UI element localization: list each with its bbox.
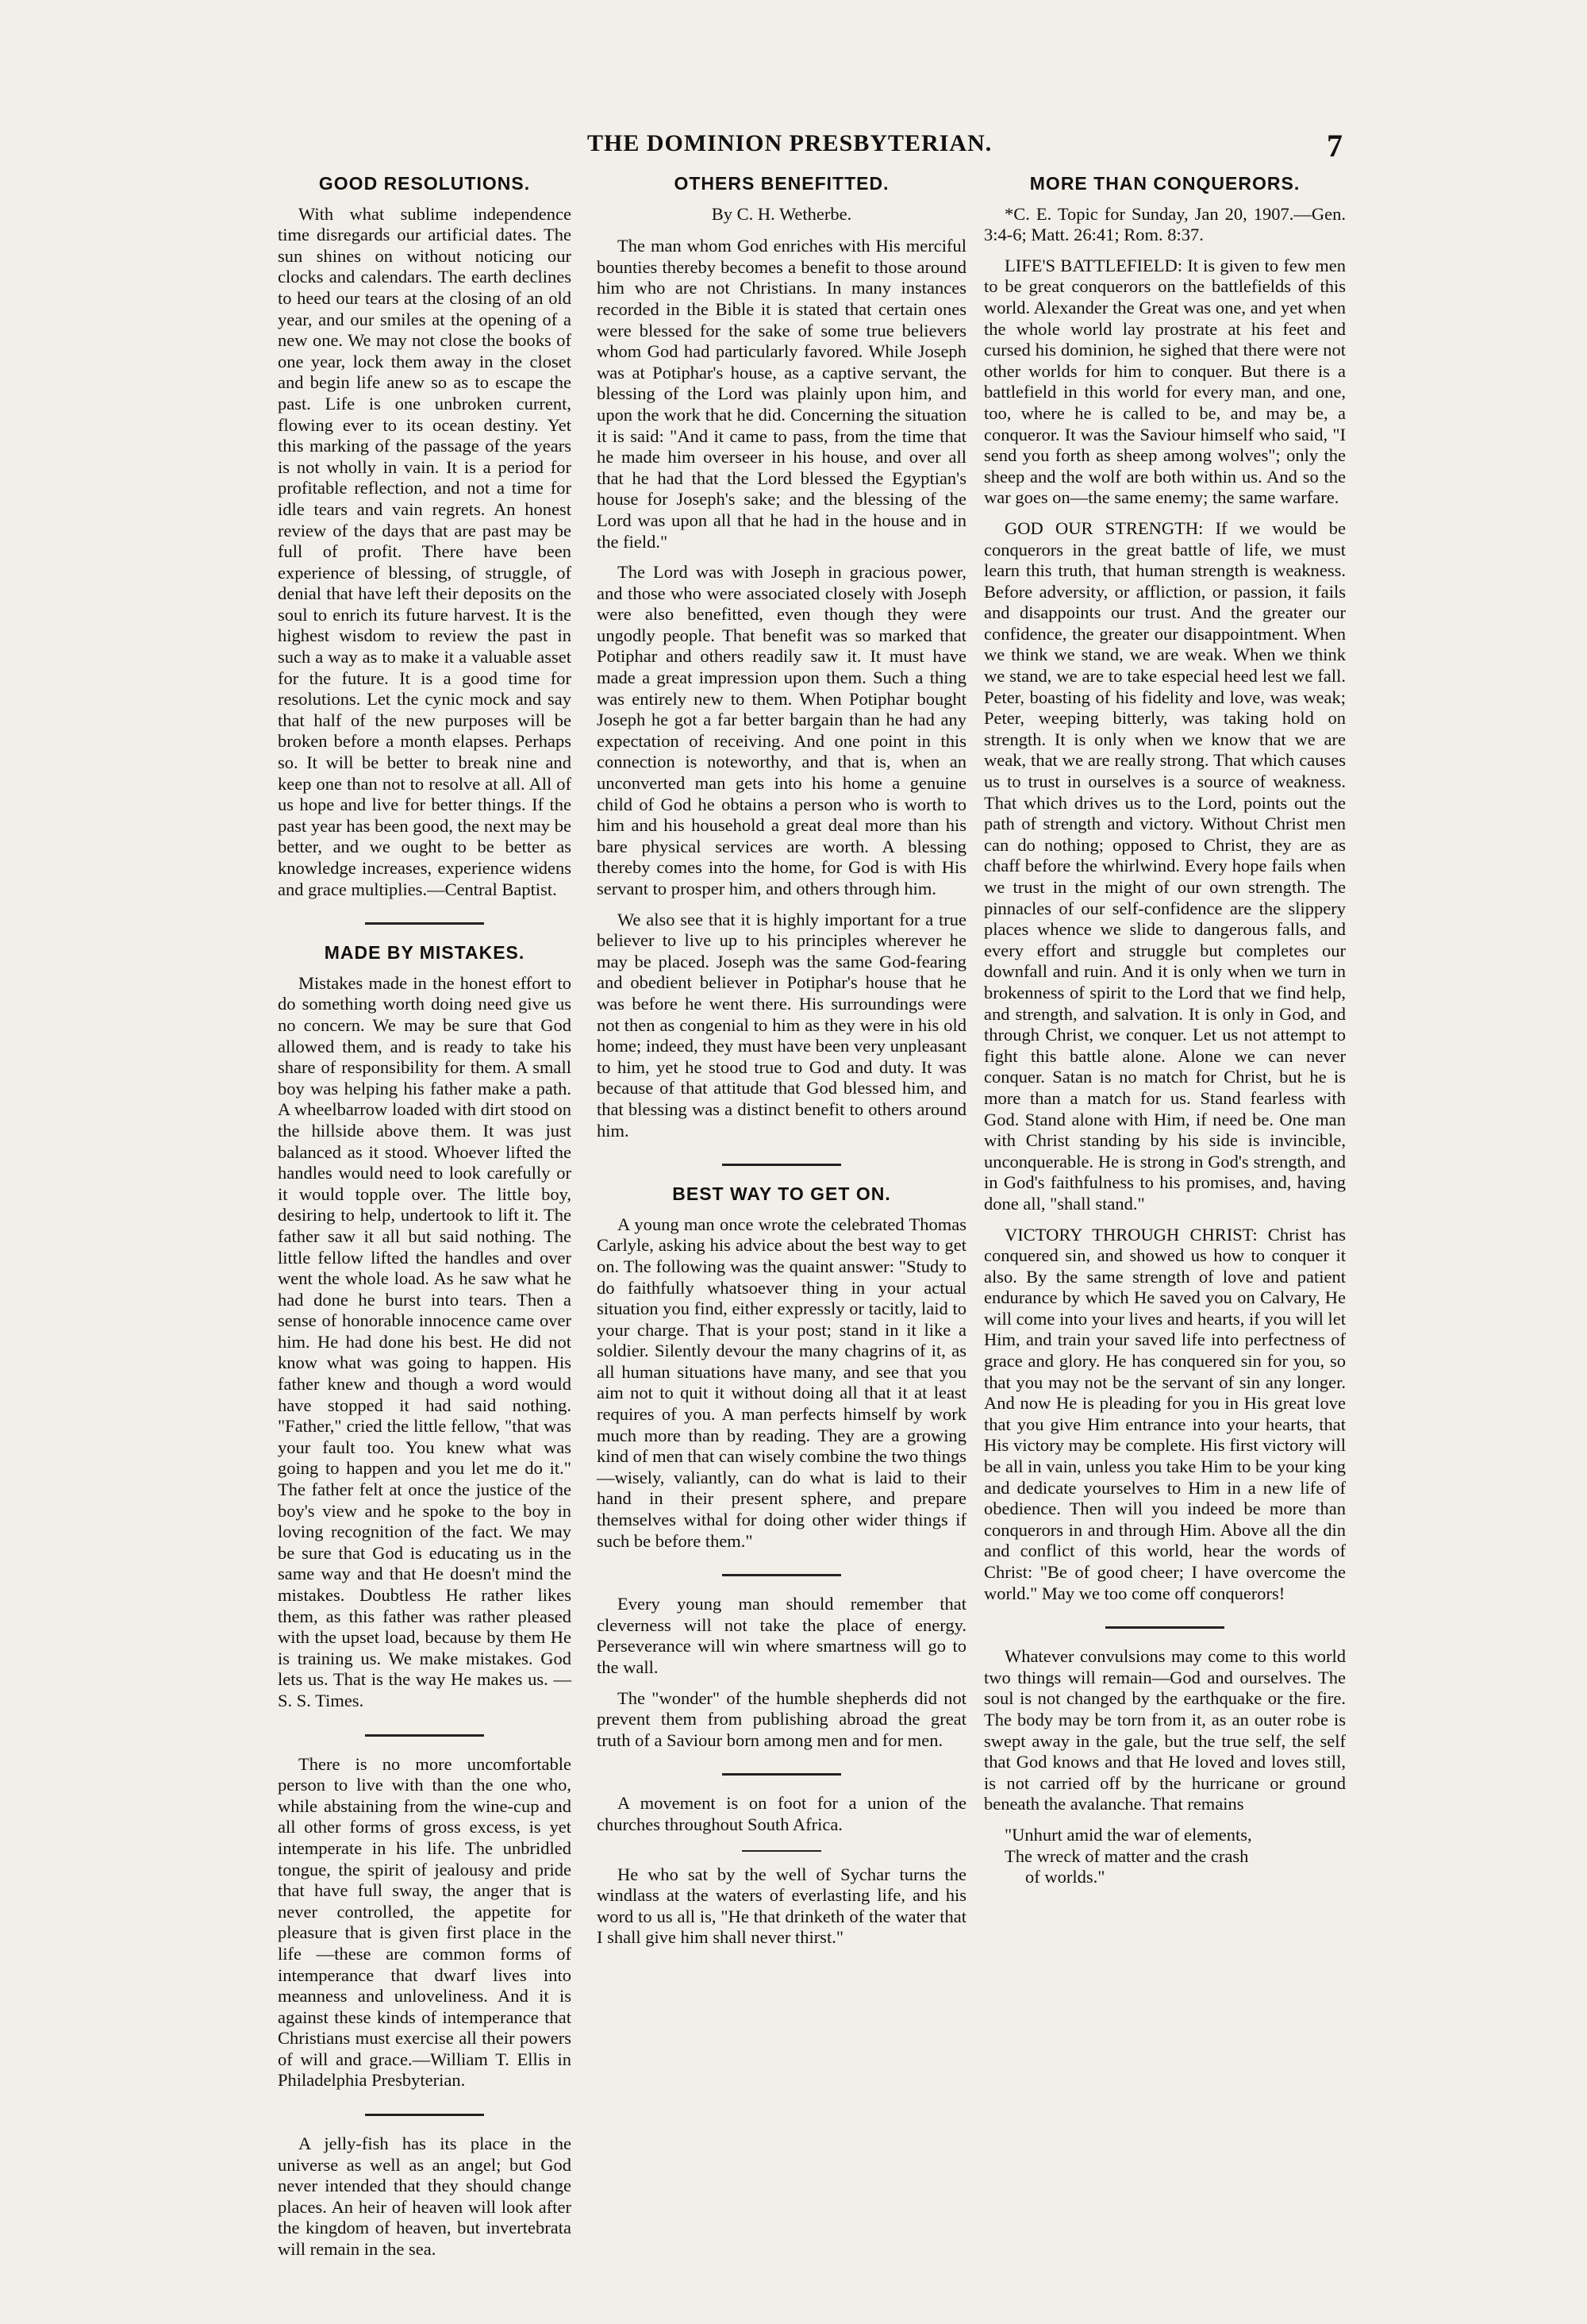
article-best-way: A young man once wrote the celebrated Thomas Carlyle, asking his advice about the best way to get on. The following was the quaint answer: "Study to do faithfully whatsoever thing in your actual situation you find, either expressly or tacitly, laid to your charge. That is your post; stand in it like a soldier. Silently devour the many chagrins of it, as all human situations have many, and see that you aim not to quit it without doing all that it at least requires of you. A man perfects himself by work much more than by reading. They are a growing kind of men that can wisely combine the two things—wisely, valiantly, can do what is laid to their hand in their present sphere, and prepare themselves withal for doing other wider things if such be before them." [597,1214,966,1551]
byline: By C. H. Wetherbe. [711,203,852,224]
poem-line: The wreck of matter and the crash [1005,1845,1249,1866]
divider [1105,1626,1224,1629]
divider [365,922,484,925]
article-jellyfish: A jelly-fish has its place in the universe as well as an angel; but God never intended that they should change places. An heir of heaven will look after the kingdom of heaven, but invertebrata will remain in the sea. [278,2134,571,2260]
masthead-title: THE DOMINION PRESBYTERIAN. [587,130,993,156]
article-paragraph: We also see that it is highly important for a true believer to live up to his principles wherever he may be placed. Joseph was the same God-fearing and obedient believer in Potiphar's house that he was before he went there. His surroundings were not then as congenial to him as they were in his old home; indeed, they must have been very unpleasant to him, yet he stood true to God and duty. It was because of that attitude that God blessed him, and that blessing was a distinct benefit to others around him. [597,909,966,1141]
column-right [984,170,1346,1888]
divider [365,1734,484,1737]
article-good-resolutions: With what sublime independence time disregards our artificial dates. The sun shines on without noticing our clocks and calendars. The earth declines to heed our tears at the closing of an old year, and our smiles at the opening of a new one. We may not close the books of one year, lock them away in the closet and begin life anew so as to escape the past. Life is one unbroken current, flowing ever to its ocean destiny. Yet this marking of the passage of the years is not wholly in vain. It is a period for profitable reflection, and not a time for idle tears and vain regrets. An honest review of the days that are past may be full of profit. There have been experience of blessing, of struggle, of denial that have left their deposits on the soul to enrich its future harvest. It is the highest wisdom to review the past in such a way as to make it a valuable asset for the future. It is a good time for resolutions. Let the cynic mock and say that half of the new purposes will be broken before a month elapses. Perhaps so. It will be better to break nine and keep one than not to resolve at all. All of us hope and live for better things. If the past year has been good, the next may be better, and we ought to be better as knowledge increases, experience widens and grace multiplies.—Central Baptist. [278,203,571,899]
poem-line: of worlds." [1025,1867,1105,1887]
article-made-by-mistakes: Mistakes made in the honest effort to do something worth doing need give us no concern. We may be sure that God allowed them, and is ready to take his share of responsibility for them. A small boy was helping his father make a path. A wheelbarrow loaded with dirt stood on the hillside above them. It was just balanced as it stood. Whoever lifted the handles would need to look carefully or it would topple over. The little boy, desiring to help, undertook to lift it. The father saw it all but said nothing. The little fellow lifted the handles and over went the whole load. As he saw what he had done he burst into tears. Then a sense of honorable innocence came over him. He had done his best. He did not know what was going to happen. His father knew and though a word would have stopped it had said nothing. "Father," cried the little fellow, "that was your fault too. You knew what was going to happen and you let me do it." The father felt at once the justice of the boy's view and he spoke to the boy in loving recognition of the fact. We may be sure that God is educating us in the same way and that He doesn't mind the mistakes. Doubtless He rather likes them, as this father was rather pleased with the upset load, because by them He is training us. We make mistakes. God lets us. That is the way He makes us. —S. S. Times. [278,972,571,1710]
heading-good-resolutions: GOOD RESOLUTIONS. [318,173,531,194]
section-god-our-strength: GOD OUR STRENGTH: If we would be conquerors in the great battle of life, we must learn this truth, that human strength is weakness. Before adversity, or affliction, or passion, it fails and disappoints our trust. And the greater our confidence, the greater our disappointment. When we think we stand, we are weak. When we think we stand, we are to take especial heed lest we fall. Peter, boasting of his fidelity and love, was weak; Peter, weeping bitterly, was taking hold on strength. It is only when we know that we are weak, that we are really strong. That which causes us to trust in ourselves is a source of weakness. That which drives us to the Lord, points out the path of strength and victory. Without Christ men can do nothing; opposed to Christ, they are as chaff before the whirlwind. Every hope fails when we trust in the might of our own strength. The pinnacles of our self-confidence are the slippery places whence we slide to dangerous falls, and every effort and struggle but completes our downfall and ruin. And it is only when we turn in brokenness of spirit to the Lord that we find help, and strength, and salvation. It is only in God, and through Christ, we conquer. Let us not attempt to fight this battle alone. Alone we can never conquer. Satan is no match for Christ, but he is more than a match for us. Stand fearless with God. Stand alone with Him, if need be. One man with Christ standing by his side is invincible, unconquerable. He is strong in God's strength, and in God's faithfulness to his promises, and, having done all, "shall stand." [984,518,1346,1214]
heading-made-by-mistakes: MADE BY MISTAKES. [324,942,525,964]
poem-line: "Unhurt amid the war of elements, [1005,1824,1252,1845]
column-left [278,170,571,2261]
article-paragraph: The man whom God enriches with His merciful bounties thereby becomes a benefit to those around him who are not Christians. In many instances recorded in the Bible it is stated that certain ones were blessed for the sake of some true believers whom God had particularly favored. While Joseph was at Potiphar's house, as a captive servant, the blessing of the Lord was plainly upon him, and upon the work that he did. Concerning the situation it is said: "And it came to pass, from the time that he made him overseer in his house, and over all that he had that the Lord blessed the Egyptian's house for Joseph's sake; and the blessing of the Lord was upon all that he had in the house and in the field." [597,236,966,552]
divider [722,1574,841,1576]
section-lifes-battlefield: LIFE'S BATTLEFIELD: It is given to few men to be great conquerors on the battlefields of this world. Alexander the Great was one, and yet when the whole world lay prostrate at his feet and cursed his dominion, he sighed that there were not other worlds for him to conquer. But there is a battlefield in this world for every man, and one, too, where he is called to be, and may be, a conqueror. It was the Saviour himself who said, "I send you forth as sheep among wolves"; only the sheep and the wolf are both within us. And so the war goes on—the same enemy; the same warfare. [984,255,1346,508]
article-intemperance: There is no more uncomfortable person to live with than the one who, while abstaining from the wine-cup and all other forms of gross excess, is yet intemperate in his life. The unbridled tongue, the spirit of jealousy and pride that have full sway, the anger that is never controlled, the appetite for pleasure that is given first place in the life —these are common forms of intemperance that dwarf lives into meanness and unloveliness. And it is against these kinds of intemperance that Christians must exercise all their powers of will and grace.—William T. Ellis in Philadelphia Presbyterian. [278,1753,571,2091]
heading-best-way: BEST WAY TO GET ON. [672,1183,891,1205]
article-paragraph: The Lord was with Joseph in gracious power, and those who were associated closely with Joseph were also benefitted, even though they were ungodly people. That benefit was so marked that Potiphar and others readily saw it. It must have made a great impression upon them. Such a thing was entirely new to them. When Potiphar bought Joseph he got a far better bargain than he had any expectation of receiving. And one point in this connection is noteworthy, and that is, when an unconverted man gets into his home a genuine child of God he obtains a person who is worth to him and his household a great deal more than his bare physical services are worth. A blessing thereby comes into the home, for God is with His servant to prosper him, and others through him. [597,562,966,898]
column-middle [597,170,966,1949]
heading-more-than-conquerors: MORE THAN CONQUERORS. [1029,173,1301,194]
divider [742,1850,821,1852]
item-south-africa: A movement is on foot for a union of the churches throughout South Africa. [597,1793,966,1834]
item-convulsions: Whatever convulsions may come to this world two things will remain—God and ourselves. The soul is not changed by the earthquake or the fire. The body may be torn from it, as an outer robe is swept away in the gale, but the true self, the self that God knows and that He loved and loves still, is not carried off by the hurricane or ground beneath the avalanche. That remains [984,1646,1346,1814]
item-sychar: He who sat by the well of Sychar turns the windlass at the waters of everlasting life, and his word to us all is, "He that drinketh of the water that I shall give him shall never thirst." [597,1864,966,1948]
page-number: 7 [1327,128,1343,164]
item-shepherds: The "wonder" of the humble shepherds did not prevent them from publishing abroad the great truth of a Saviour born among men and for men. [597,1687,966,1750]
heading-others-benefitted: OTHERS BENEFITTED. [674,173,890,194]
topic-line: *C. E. Topic for Sunday, Jan 20, 1907.—Gen. 3:4-6; Matt. 26:41; Rom. 8:37. [984,203,1346,245]
divider [365,2114,484,2116]
divider [722,1164,841,1166]
divider [722,1773,841,1776]
section-victory-through-christ: VICTORY THROUGH CHRIST: Christ has conquered sin, and showed us how to conquer it also. By the same strength of love and patient endurance by which He saved you on Calvary, He will come into your lives and hearts, if you will let Him, and train your saved life into perfectness of grace and glory. He has conquered sin for you, so that you may not be the servant of sin any longer. And now He is pleading for you in His great love that you give Him entrance into your hearts, that His victory may be complete. His first victory will be all in vain, unless you take Him to be your king and dedicate yourselves to Him in a new life of obedience. Then will you indeed be more than conquerors in and through Him. Above all the din and conflict of this world, hear the words of Christ: "Be of good cheer; I have overcome the world." May we too come off conquerors! [984,1224,1346,1603]
item-cleverness: Every young man should remember that cleverness will not take the place of energy. Perseverance will win where smartness will go to the wall. [597,1594,966,1677]
